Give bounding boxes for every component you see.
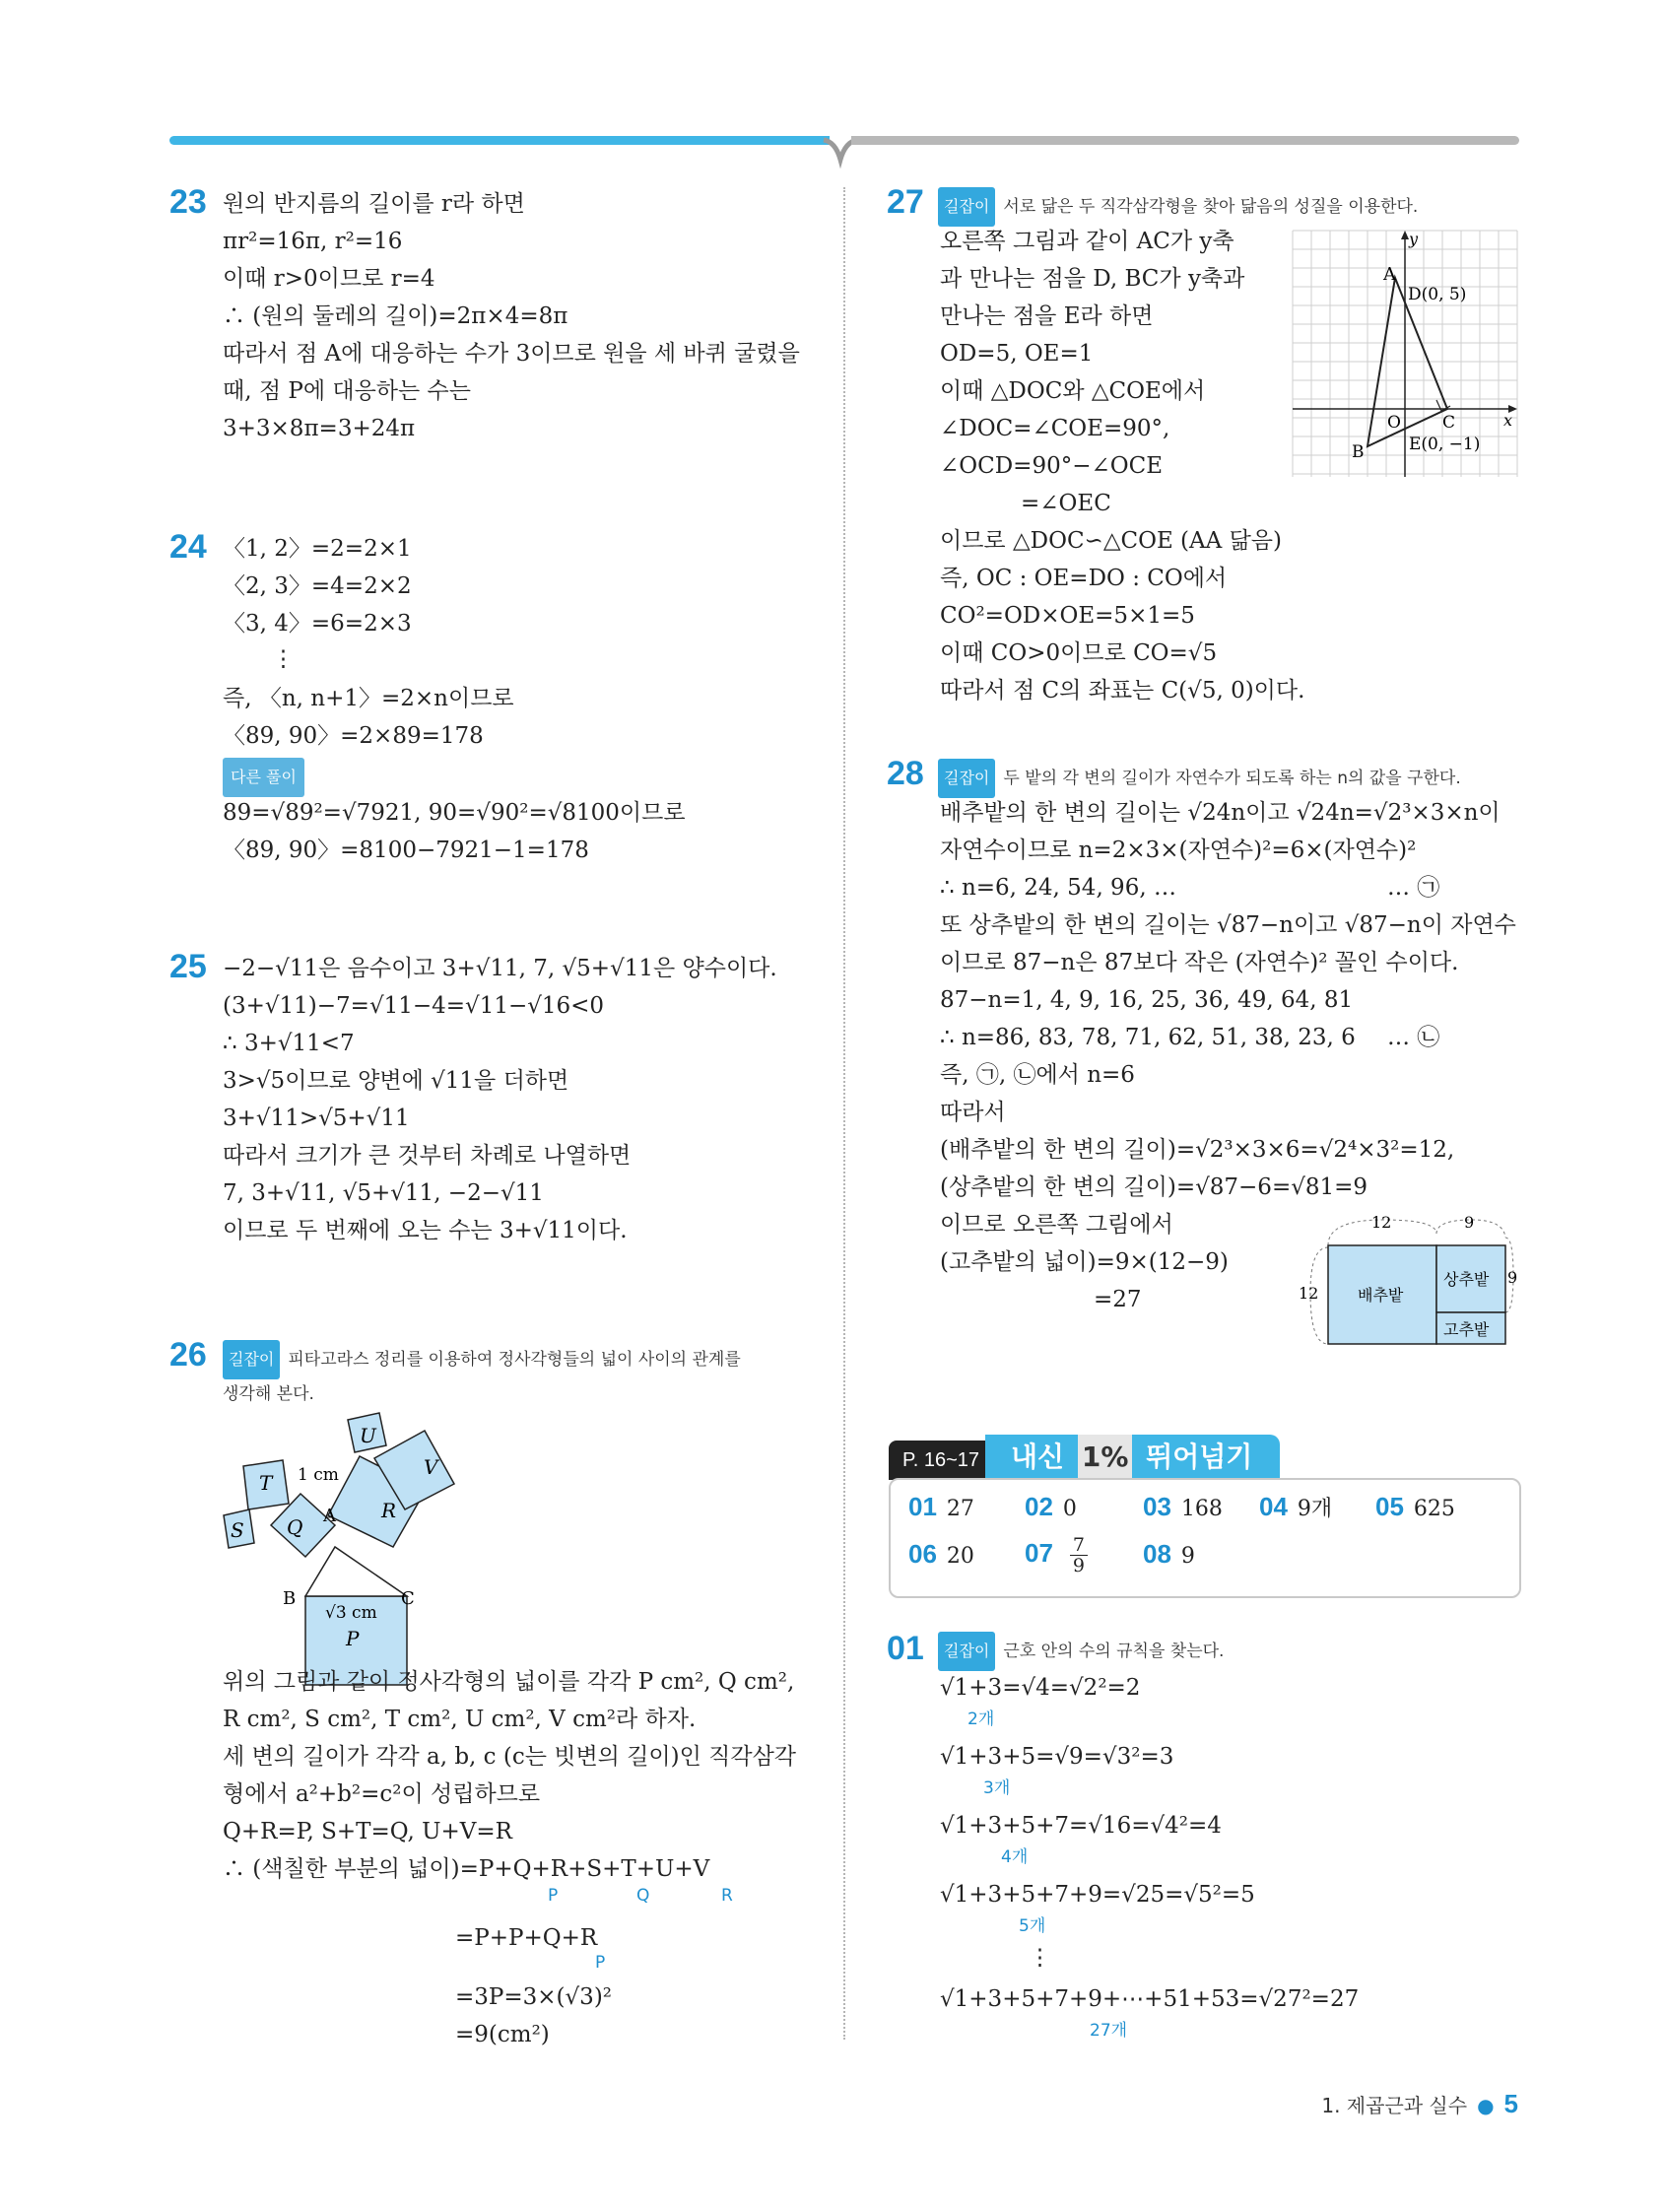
problem-number: 26: [169, 1336, 207, 1374]
hint-line: [938, 1632, 1224, 1671]
answers-title-percent: 1%: [1078, 1435, 1133, 1480]
text-line: 3+√11>√5+√11: [223, 1106, 410, 1131]
left-length-12: 12: [1299, 1284, 1319, 1303]
answers-title-prefix: 내신: [1011, 1441, 1065, 1473]
text-line: ⋮: [1029, 1945, 1051, 1971]
underbrace-label: P: [548, 1886, 559, 1906]
problem-number: 24: [169, 528, 207, 566]
hint-text: 근호 안의 수의 규칙을 찾는다.: [1003, 1642, 1225, 1661]
text-line: 따라서 점 A에 대응하는 수가 3이므로 원을 세 바퀴 굴렸을: [223, 341, 800, 367]
text-line: 〈3, 4〉=6=2×3: [223, 611, 412, 637]
text-line: 위의 그림과 같이 정사각형의 넓이를 각각 P cm², Q cm²,: [223, 1669, 795, 1695]
pythagoras-squares-figure: [222, 1399, 517, 1655]
label-p: P: [346, 1627, 360, 1650]
answer-item-fraction: 07 $\frac{7}{9}$: [1025, 1535, 1088, 1575]
label-1cm: 1 cm: [298, 1465, 339, 1485]
hint-badge: 길잡이: [938, 759, 995, 798]
text-line: =∠OEC: [1021, 491, 1111, 516]
text-line: 즉, OC : OE=DO : CO에서: [940, 566, 1228, 591]
text-line: 3>√5이므로 양변에 √11을 더하면: [223, 1068, 569, 1094]
text-line: ∠DOC=∠COE=90°,: [940, 416, 1170, 441]
label-u: U: [360, 1424, 376, 1447]
hint-text: 두 밭의 각 변의 길이가 자연수가 되도록 하는 n의 값을 구한다.: [1003, 769, 1461, 788]
text-line: R cm², S cm², T cm², U cm², V cm²라 하자.: [223, 1707, 697, 1732]
right-length-9: 9: [1507, 1268, 1518, 1287]
label-q: Q: [287, 1515, 303, 1539]
text-line: 3+3×8π=3+24π: [223, 416, 416, 441]
text-line: 이므로 △DOC∽△COE (AA 닮음): [940, 528, 1282, 554]
text-line: −2−√11은 음수이고 3+√11, 7, √5+√11은 양수이다.: [223, 956, 777, 981]
label-b: B: [1352, 442, 1365, 462]
alt-solution-label-row: [223, 757, 304, 797]
text-line: 7, 3+√11, √5+√11, −2−√11: [223, 1180, 544, 1206]
text-line: 따라서 크기가 큰 것부터 차례로 나열하면: [223, 1143, 632, 1169]
answer-item: 03 168: [1143, 1492, 1223, 1521]
answers-title: [985, 1435, 1280, 1480]
y-label: y: [1409, 230, 1419, 248]
text-line: 따라서: [940, 1100, 1006, 1125]
text-line: 이때 CO>0이므로 CO=√5: [940, 640, 1218, 666]
label-c: C: [401, 1588, 415, 1609]
count-label: 4개: [1001, 1847, 1029, 1867]
hint-badge: 길잡이: [938, 187, 995, 227]
text-line: ∴ (색칠한 부분의 넓이)=P+Q+R+S+T+U+V: [223, 1856, 710, 1882]
label-e: E(0, −1): [1409, 435, 1481, 454]
text-line: 이때 r>0이므로 r=4: [223, 266, 435, 292]
label-a: A: [323, 1506, 336, 1526]
text-line: (배추밭의 한 변의 길이)=√2³×3×6=√2⁴×3²=12,: [940, 1137, 1455, 1163]
page-number: 5: [1503, 2089, 1518, 2118]
label-a: A: [1383, 264, 1396, 285]
hint-text: 서로 닮은 두 직각삼각형을 찾아 닮음의 성질을 이용한다.: [1003, 197, 1419, 217]
text-line: 원의 반지름의 길이를 r라 하면: [223, 191, 525, 217]
text-line: √1+3+5+7+9=√25=√5²=5: [940, 1882, 1255, 1908]
text-line: 즉, ㉠, ㉡에서 n=6: [940, 1062, 1135, 1088]
label-b: B: [283, 1588, 297, 1609]
text-line: ∴ (원의 둘레의 길이)=2π×4=8π: [223, 303, 568, 329]
hint-line: [938, 759, 1461, 798]
hint-line: [223, 1340, 741, 1379]
label-d: D(0, 5): [1408, 285, 1467, 304]
right-triangle: [305, 1547, 407, 1596]
underbrace-label: Q: [636, 1886, 650, 1906]
text-line: 따라서 점 C의 좌표는 C(√5, 0)이다.: [940, 678, 1305, 704]
text-line: ∴ 3+√11<7: [223, 1031, 355, 1056]
problem-number: 28: [887, 755, 924, 792]
column-divider: [843, 187, 845, 2040]
text-line: =3P=3×(√3)²: [455, 1984, 613, 2010]
text-line: ∠OCD=90°−∠OCE: [940, 453, 1163, 479]
text-line: 〈1, 2〉=2=2×1: [223, 536, 412, 562]
answer-item: 06 20: [908, 1539, 974, 1569]
fields-figure: [1299, 1213, 1518, 1346]
text-line: Q+R=P, S+T=Q, U+V=R: [223, 1819, 512, 1844]
problem-number: 23: [169, 183, 207, 221]
text-line: 이때 △DOC와 △COE에서: [940, 378, 1206, 404]
problem-number: 01: [887, 1630, 924, 1667]
text-line: 오른쪽 그림과 같이 AC가 y축: [940, 229, 1234, 254]
text-line: √1+3=√4=√2²=2: [940, 1675, 1141, 1701]
cabbage-label: 배추밭: [1358, 1286, 1404, 1305]
text-line: ∴ n=6, 24, 54, 96, …: [940, 875, 1176, 901]
text-line: 세 변의 길이가 각각 a, b, c (c는 빗변의 길이)인 직각삼각: [223, 1744, 797, 1770]
text-line: 87−n=1, 4, 9, 16, 25, 36, 49, 64, 81: [940, 987, 1354, 1013]
text-line: (3+√11)−7=√11−4=√11−√16<0: [223, 993, 605, 1019]
label-t: T: [259, 1471, 273, 1495]
problem-number: 27: [887, 183, 924, 221]
underbrace-label: R: [721, 1886, 733, 1906]
text-line: √1+3+5=√9=√3²=3: [940, 1744, 1174, 1770]
hint-badge: 길잡이: [223, 1340, 280, 1379]
text-line: (고추밭의 넓이)=9×(12−9): [940, 1249, 1229, 1275]
answers-page-tab: P. 16~17: [889, 1441, 993, 1480]
answer-item: 01 27: [908, 1492, 974, 1521]
text-line: CO²=OD×OE=5×1=5: [940, 603, 1195, 629]
text-line: πr²=16π, r²=16: [223, 229, 403, 254]
problem-number: 25: [169, 948, 207, 985]
label-r: R: [381, 1499, 397, 1522]
x-label: x: [1503, 411, 1513, 430]
page-footer: [1321, 2089, 1518, 2119]
label-v: V: [424, 1455, 438, 1479]
equation-marker: … ㉠: [1387, 875, 1440, 901]
text-line: √1+3+5+7+9+⋯+51+53=√27²=27: [940, 1986, 1360, 2012]
header-bar-right: [851, 136, 1519, 145]
alt-solution-badge: 다른 풀이: [223, 758, 304, 797]
text-line: ∴ n=86, 83, 78, 71, 62, 51, 38, 23, 6: [940, 1025, 1356, 1050]
label-root3cm: √3 cm: [325, 1603, 377, 1623]
footer-bullet-icon: ●: [1477, 2094, 1495, 2117]
hint-line: [938, 187, 1418, 227]
count-label: 5개: [1019, 1916, 1046, 1936]
coordinate-graph: [1293, 231, 1517, 477]
text-line: 89=√89²=√7921, 90=√90²=√8100이므로: [223, 800, 686, 826]
top-length-12: 12: [1371, 1213, 1392, 1232]
text-line: 〈89, 90〉=8100−7921−1=178: [223, 838, 589, 863]
text-line: 이므로 오른쪽 그림에서: [940, 1212, 1173, 1238]
equation-marker: … ㉡: [1387, 1025, 1440, 1050]
underbrace-label: P: [595, 1953, 606, 1973]
lettuce-label: 상추밭: [1443, 1270, 1490, 1289]
hint-text: 피타고라스 정리를 이용하여 정사각형들의 넓이 사이의 관계를: [288, 1350, 741, 1370]
answer-item: 04 9개: [1259, 1492, 1333, 1521]
text-line: 즉, 〈n, n+1〉=2×n이므로: [223, 686, 514, 711]
text-line: =9(cm²): [455, 2022, 550, 2047]
text-line: =P+P+Q+R: [455, 1925, 598, 1951]
text-line: 이므로 87−n은 87보다 작은 (자연수)² 꼴인 수이다.: [940, 950, 1459, 975]
answers-title-suffix: 뛰어넘기: [1146, 1441, 1253, 1473]
count-label: 2개: [967, 1709, 995, 1729]
header-bar-left: [169, 136, 830, 145]
label-s: S: [231, 1518, 244, 1542]
text-line: 이므로 두 번째에 오는 수는 3+√11이다.: [223, 1218, 628, 1243]
text-line: √1+3+5+7=√16=√4²=4: [940, 1813, 1222, 1839]
text-line: OD=5, OE=1: [940, 341, 1094, 367]
text-line: 때, 점 P에 대응하는 수는: [223, 378, 471, 404]
answer-item: 08 9: [1143, 1539, 1195, 1569]
text-line: 과 만나는 점을 D, BC가 y축과: [940, 266, 1245, 292]
chapter-title: 1. 제곱근과 실수: [1321, 2094, 1468, 2117]
text-line: 또 상추밭의 한 변의 길이는 √87−n이고 √87−n이 자연수: [940, 912, 1516, 938]
hint-badge: 길잡이: [938, 1632, 995, 1671]
hint-text-continued: 생각해 본다.: [223, 1384, 314, 1404]
answer-item: 02 0: [1025, 1492, 1077, 1521]
count-label: 27개: [1090, 2021, 1128, 2041]
text-line: ⋮: [272, 646, 295, 672]
answer-item: 05 625: [1375, 1492, 1455, 1521]
text-line: (상추밭의 한 변의 길이)=√87−6=√81=9: [940, 1174, 1368, 1200]
label-o: O: [1387, 413, 1401, 433]
text-line: 자연수이므로 n=2×3×(자연수)²=6×(자연수)²: [940, 838, 1417, 863]
text-line: 〈89, 90〉=2×89=178: [223, 723, 484, 749]
top-length-9: 9: [1464, 1213, 1475, 1232]
text-line: 〈2, 3〉=4=2×2: [223, 573, 412, 599]
label-c: C: [1442, 413, 1456, 433]
text-line: =27: [1094, 1287, 1142, 1312]
count-label: 3개: [983, 1778, 1011, 1798]
text-line: 형에서 a²+b²=c²이 성립하므로: [223, 1781, 541, 1807]
text-line: 만나는 점을 E라 하면: [940, 303, 1154, 329]
pepper-label: 고추밭: [1443, 1320, 1490, 1339]
text-line: 배추밭의 한 변의 길이는 √24n이고 √24n=√2³×3×n이: [940, 800, 1501, 826]
